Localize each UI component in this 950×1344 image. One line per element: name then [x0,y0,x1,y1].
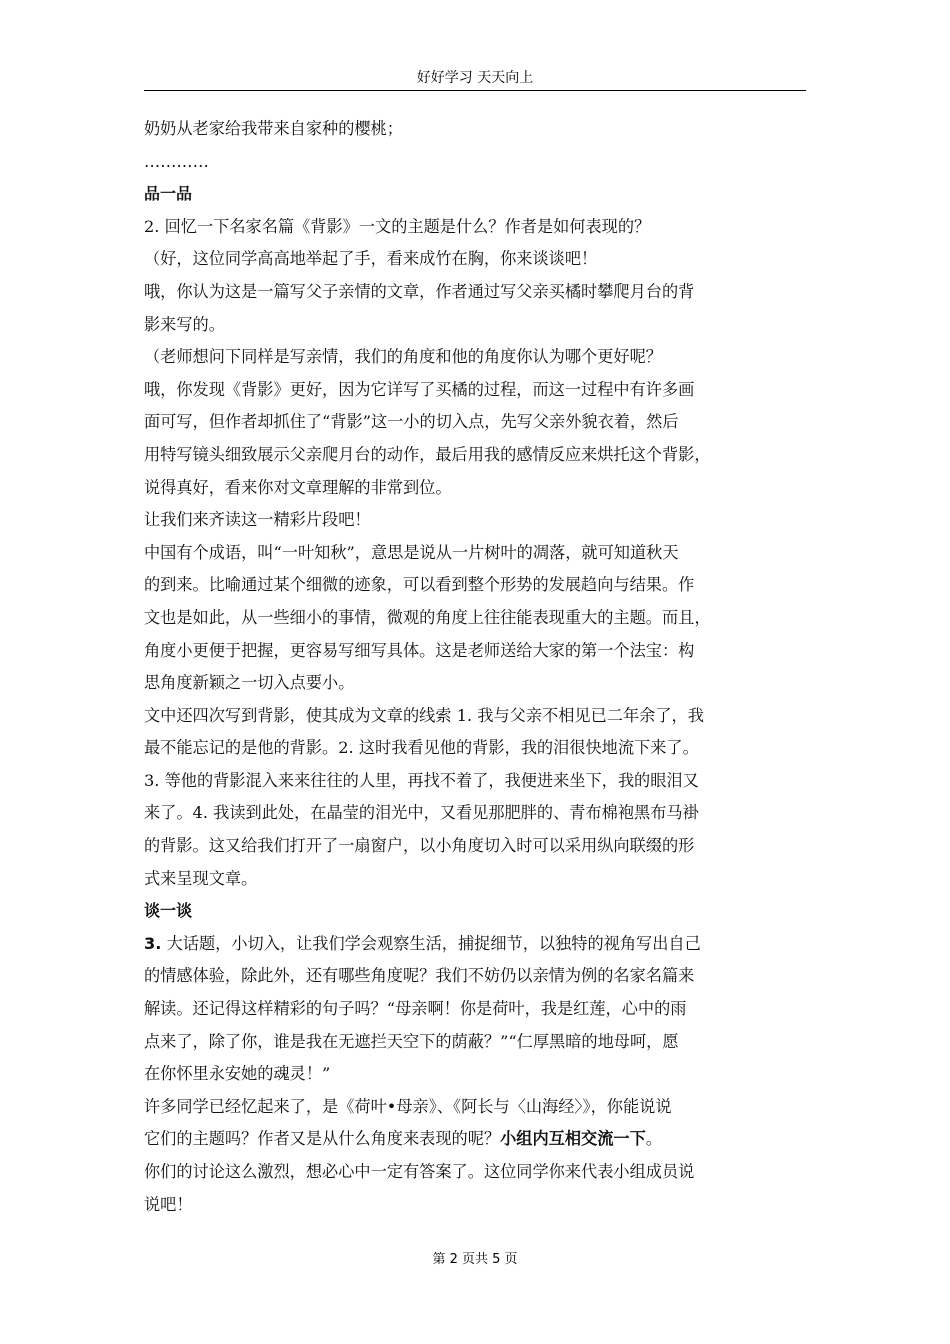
text-line: 文中还四次写到背影，使其成为文章的线索 1. 我与父亲不相见已二年余了，我 [144,705,704,725]
text-line: （好，这位同学高高地举起了手，看来成竹在胸，你来谈谈吧！ [144,249,598,269]
text-span: 大话题，小切入，让我们学会观察生活，捕捉细节，以独特的视角写出自己 [161,933,701,953]
text-line: 让我们来齐读这一精彩片段吧！ [144,510,371,530]
text-line: 2. 回忆一下名家名篇《背影》一文的主题是什么？作者是如何表现的？ [144,216,651,236]
text-line: 最不能忘记的是他的背影。2. 这时我看见他的背影，我的泪很快地流下来了。 [144,738,699,758]
text-line [144,928,824,961]
page-header: 好好学习 天天向上 [144,70,806,91]
text-line: 你们的讨论这么激烈，想必心中一定有答案了。这位同学你来代表小组成员说 [144,1162,695,1181]
text-line: 哦，你发现《背影》更好，因为它详写了买橘的过程，而这一过程中有许多画 [144,379,695,399]
text-line [144,1123,824,1156]
text-line: 解读。还记得这样精彩的句子吗？“母亲啊！你是荷叶，我是红莲，心中的雨 [144,999,687,1019]
section-heading-tan: 谈一谈 [144,901,193,921]
text-line: 在你怀里永安她的魂灵！” [144,1064,331,1084]
text-line: 说得真好，看来你对文章理解的非常到位。 [144,477,452,497]
page-footer: 第 2 页共 5 页 [432,1252,518,1267]
text-line: 说吧！ [144,1194,193,1214]
text-line: 思角度新颖之一切入点要小。 [144,673,355,693]
text-line: 的情感体验，除此外，还有哪些角度呢？我们不妨仍以亲情为例的名家名篇来 [144,966,695,986]
text-line: 面可写，但作者却抓住了“背影”这一小的切入点，先写父亲外貌衣着，然后 [144,412,679,432]
text-line: 3. 等他的背影混入来来往往的人里，再找不着了，我便进来坐下，我的眼泪又 [144,770,699,790]
text-line: 奶奶从老家给我带来自家种的樱桃； [144,119,403,138]
text-line: 式来呈现文章。 [144,868,258,888]
text-line: 的到来。比喻通过某个细微的迹象，可以看到整个形势的发展趋向与结果。作 [144,575,695,595]
text-line: 许多同学已经忆起来了，是《荷叶•母亲》、《阿长与〈山海经〉》，你能说说 [144,1096,672,1116]
text-line: 哦，你认为这是一篇写父子亲情的文章，作者通过写父亲买橘时攀爬月台的背 [144,281,695,301]
text-line: 角度小更便于把握，更容易写细写具体。这是老师送给大家的第一个法宝：构 [144,640,695,660]
text-line: 点来了，除了你，谁是我在无遮拦天空下的荫蔽？”“仁厚黑暗的地母呵，愿 [144,1031,679,1051]
text-line: 文也是如此，从一些细小的事情，微观的角度上往往能表现重大的主题。而且， [144,607,711,627]
text-line: 用特写镜头细致展示父亲爬月台的动作，最后用我的感情反应来烘托这个背影， [144,444,711,464]
text-line: 影来写的。 [144,314,225,334]
question-number: 3. [144,933,162,953]
text-span: 它们的主题吗？作者又是从什么角度来表现的呢？ [144,1129,501,1149]
document-body [144,113,824,1221]
text-line: （老师想问下同样是写亲情，我们的角度和他的角度你认为哪个更好呢？ [144,347,662,367]
section-heading-pin: 品一品 [144,184,193,204]
text-span: 。 [645,1129,662,1149]
text-line: 中国有个成语，叫“一叶知秋”，意思是说从一片树叶的凋落，就可知道秋天 [144,542,679,562]
text-line: ………… [144,151,209,171]
text-line: 来了。4. 我读到此处，在晶莹的泪光中，又看见那肥胖的、青布棉袍黑布马褂 [144,803,699,823]
emphasis-text: 小组内互相交流一下 [500,1129,646,1149]
text-line: 的背影。这又给我们打开了一扇窗户，以小角度切入时可以采用纵向联缀的形 [144,836,695,856]
